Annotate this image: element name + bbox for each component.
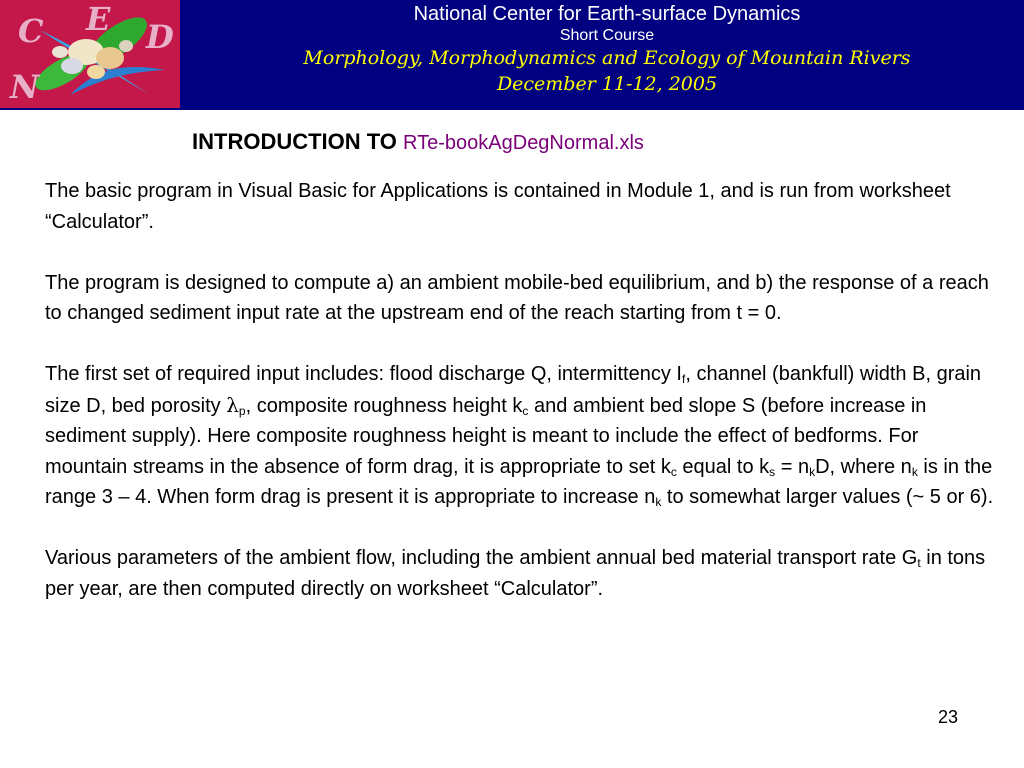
text-run: to somewhat larger values (~ 5 or 6). [661,486,994,508]
text-run: Various parameters of the ambient flow, including the ambient annual bed material transport rate G [45,547,918,569]
water-swoosh [70,67,165,95]
text-run: and ambient bed slope S (before increase in sediment supply). Here composite roughness height is meant to include the effect of bedforms. For mountain streams in the absence of form drag, it is appropriate to set k [45,394,927,478]
slide-title [192,126,644,159]
pebble-shape [119,40,133,52]
text-run: D, where n [815,455,912,478]
text-run: is in the range 3 – 4. When form drag is present it is appropriate to increase n [45,455,993,508]
slide-body [45,176,995,604]
subscript: t [917,556,921,570]
paragraph-ambient-flow [45,543,995,604]
pebble-shape [52,46,68,58]
text-run: The first set of required input includes: flood discharge Q, intermittency I [45,363,682,385]
header-banner [0,0,1024,110]
course-date: December 11-12, 2005 [496,73,718,95]
course-type: Short Course [559,27,655,44]
lambda-symbol: λ [226,392,239,417]
logo-letter-c: C [18,12,44,50]
text-run: in tons per year, are then computed directly on worksheet “Calculator”. [45,547,986,600]
subscript: c [522,403,529,418]
logo-letter-n: N [10,68,40,106]
header-text-block [190,0,1024,97]
nced-logo [0,0,180,108]
logo-letter-d: D [146,18,174,56]
paragraph-required-input [45,359,995,513]
course-title: Morphology, Morphodynamics and Ecology of Mountain Rivers [303,47,911,69]
text-run: = n [775,455,810,478]
subscript: f [681,372,686,386]
page-number: 23 [938,707,959,727]
text-run: , channel (bankfull) width B, grain size D, bed porosity [45,363,982,417]
subscript: k [911,464,918,479]
subscript: k [809,464,816,479]
pebble-shape [61,58,83,74]
pebble-shape [96,47,124,69]
subscript: k [655,495,662,509]
text-run: , composite roughness height k [245,394,523,417]
logo-letter-e: E [86,0,111,38]
slide-title-label: INTRODUCTION TO [192,129,397,154]
subscript: p [238,403,246,418]
organization-name: National Center for Earth-surface Dynamics [413,3,801,25]
subscript: s [769,464,776,479]
logo-graphic [0,0,180,108]
pebble-shape [87,65,105,79]
paragraph-module-info: The basic program in Visual Basic for Applications is contained in Module 1, and is run from worksheet “Calculator”. [45,180,951,233]
slide-title-filename: RTe-bookAgDegNormal.xls [403,132,644,154]
paragraph-program-purpose: The program is designed to compute a) an ambient mobile-bed equilibrium, and b) the response of a reach to changed sediment input rate at the upstream end of the reach starting from t = 0. [45,271,989,324]
subscript: c [670,464,677,479]
text-run: equal to k [676,455,770,478]
